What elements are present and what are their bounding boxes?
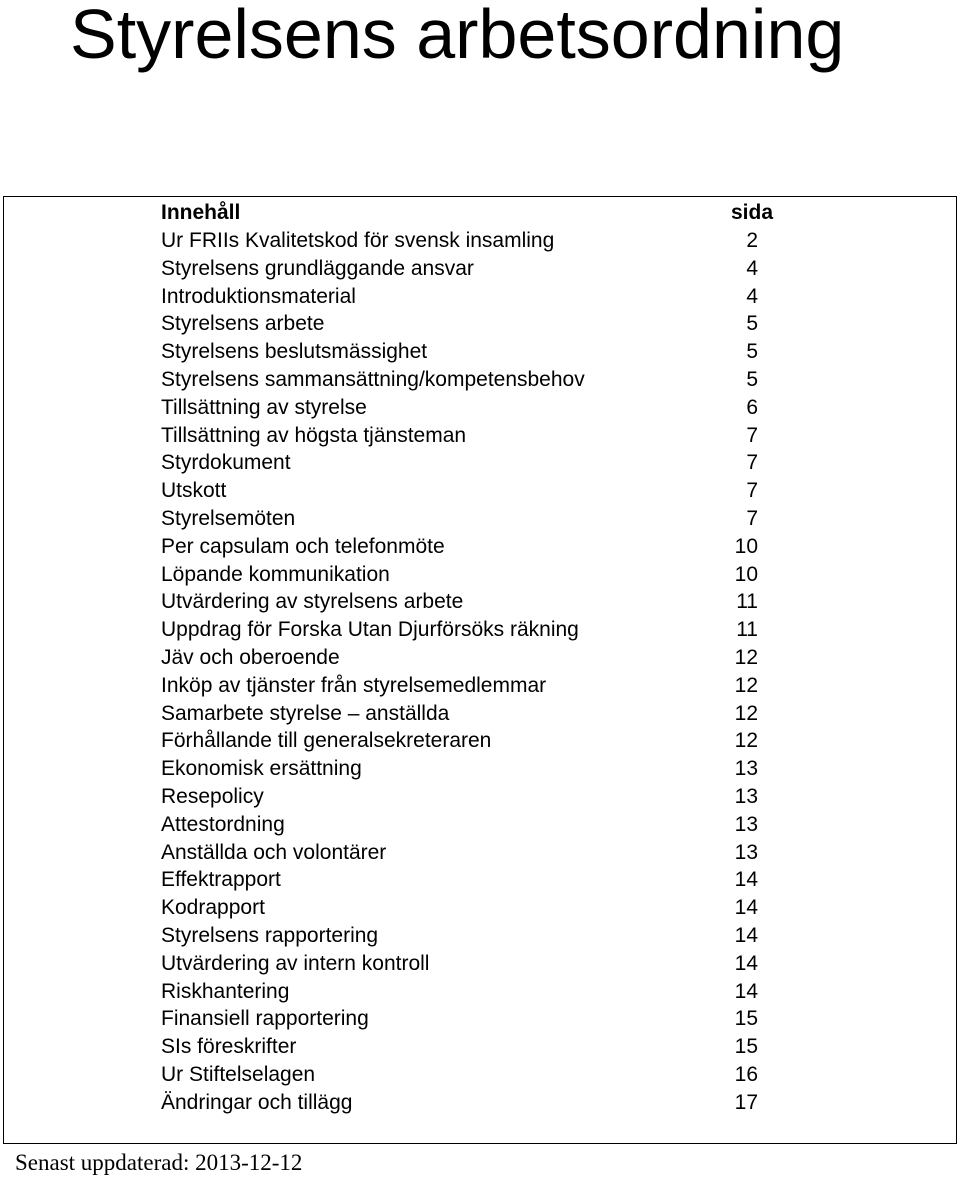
- toc-entry-label: Tillsättning av högsta tjänsteman: [161, 423, 467, 447]
- toc-entry: [161, 366, 801, 394]
- toc-entry-label: SIs föreskrifter: [161, 1035, 297, 1059]
- toc-entry-label: Styrdokument: [161, 451, 291, 475]
- toc-entry: [161, 227, 801, 255]
- table-of-contents: [3, 196, 957, 1144]
- toc-entry-label: Förhållande till generalsekreteraren: [161, 729, 492, 753]
- toc-entry-label: Ur Stiftelselagen: [161, 1063, 316, 1086]
- toc-entry: [161, 755, 801, 783]
- toc-entry-label: Utvärdering av styrelsens arbete: [161, 590, 464, 614]
- toc-entry-page: 13: [734, 757, 758, 781]
- toc-entry-label: Styrelsens beslutsmässighet: [161, 340, 428, 364]
- toc-entry: [161, 672, 801, 700]
- toc-entry-page: 5: [746, 312, 758, 336]
- toc-entry-page: 14: [734, 951, 758, 975]
- toc-entry-page: 12: [734, 673, 758, 697]
- toc-entry-page: 15: [734, 1007, 758, 1031]
- toc-entry-label: Styrelsemöten: [161, 507, 296, 530]
- toc-entry-label: Ekonomisk ersättning: [161, 757, 362, 781]
- toc-entry: [161, 811, 801, 839]
- toc-entry: [161, 866, 801, 894]
- toc-entry-page: 11: [736, 618, 758, 642]
- toc-entry-label: Styrelsens grundläggande ansvar: [161, 256, 474, 280]
- toc-entry-page: 17: [734, 1090, 758, 1114]
- toc-entry: [161, 588, 801, 616]
- toc-entry-label: Löpande kommunikation: [161, 562, 390, 586]
- toc-entry-page: 5: [746, 340, 758, 364]
- toc-entry-page: 7: [746, 423, 758, 447]
- toc-entry-page: 4: [746, 256, 758, 280]
- toc-entry-label: Ur FRIIs Kvalitetskod för svensk insamling: [161, 229, 555, 252]
- toc-entry-page: 14: [734, 868, 758, 892]
- toc-entry: [161, 950, 801, 978]
- toc-heading: Innehåll: [161, 201, 241, 224]
- toc-entry-page: 13: [734, 785, 758, 808]
- toc-entry: [161, 783, 801, 811]
- page-title: Styrelsens arbetsordning: [70, 0, 845, 73]
- toc-entry-page: 11: [736, 590, 758, 614]
- toc-entry: [161, 533, 801, 561]
- toc-entry: [161, 561, 801, 589]
- toc-entry: [161, 978, 801, 1006]
- toc-entry-label: Finansiell rapportering: [161, 1007, 369, 1031]
- toc-entry: [161, 1033, 801, 1061]
- toc-entry-label: Inköp av tjänster från styrelsemedlemmar: [161, 673, 547, 697]
- toc-entry-label: Styrelsens arbete: [161, 312, 325, 336]
- toc-entry-label: Attestordning: [161, 812, 285, 836]
- toc-entry-page: 13: [734, 812, 758, 836]
- toc-entry-label: Resepolicy: [161, 785, 264, 808]
- toc-entry-label: Styrelsens sammansättning/kompetensbehov: [161, 368, 585, 391]
- toc-entry-page: 12: [734, 729, 758, 753]
- toc-entry-label: Ändringar och tillägg: [161, 1090, 353, 1114]
- toc-entry: [161, 338, 801, 366]
- toc-header: [161, 199, 801, 227]
- toc-entry-page: 13: [734, 840, 758, 864]
- toc-entry-label: Uppdrag för Forska Utan Djurförsöks räkning: [161, 618, 579, 642]
- toc-entry-page: 14: [734, 979, 758, 1003]
- toc-entry-page: 14: [734, 896, 758, 920]
- toc-entry-page: 12: [734, 701, 758, 725]
- toc-entry-label: Per capsulam och telefonmöte: [161, 534, 445, 558]
- toc-entry: [161, 283, 801, 311]
- toc-entry-page: 7: [746, 479, 758, 503]
- toc-entry: [161, 644, 801, 672]
- toc-page-heading: sida: [731, 201, 774, 224]
- toc-entry: [161, 255, 801, 283]
- toc-entry: [161, 310, 801, 338]
- toc-entry-page: 10: [734, 562, 758, 586]
- toc-entry-page: 12: [734, 646, 758, 669]
- toc-entry: [161, 894, 801, 922]
- toc-entry-label: Introduktionsmaterial: [161, 284, 356, 308]
- toc-entry-label: Kodrapport: [161, 896, 265, 920]
- toc-entry: [161, 1005, 801, 1033]
- toc-entry: [161, 727, 801, 755]
- toc-entry-page: 16: [734, 1063, 758, 1086]
- toc-entry: [161, 394, 801, 422]
- toc-entry-label: Anställda och volontärer: [161, 840, 387, 864]
- toc-entry: [161, 1061, 801, 1089]
- toc-entry: [161, 477, 801, 505]
- toc-entry-page: 14: [734, 924, 758, 947]
- toc-entry-page: 15: [734, 1035, 758, 1059]
- toc-entry-page: 7: [746, 451, 758, 475]
- toc-entry-label: Jäv och oberoende: [161, 646, 340, 669]
- toc-entry: [161, 839, 801, 867]
- toc-entry-page: 2: [746, 229, 758, 252]
- toc-entry-page: 10: [734, 534, 758, 558]
- toc-entry-page: 4: [746, 284, 758, 308]
- toc-entry-label: Samarbete styrelse – anställda: [161, 701, 450, 725]
- last-updated-note: Senast uppdaterad: 2013-12-12: [15, 1150, 303, 1175]
- toc-entry-label: Effektrapport: [161, 868, 281, 892]
- toc-entry-page: 7: [746, 507, 758, 530]
- toc-entry-page: 6: [746, 395, 758, 419]
- toc-entry: [161, 422, 801, 450]
- toc-entry: [161, 1089, 801, 1117]
- toc-entry: [161, 449, 801, 477]
- toc-entry-label: Riskhantering: [161, 979, 290, 1003]
- toc-entry: [161, 700, 801, 728]
- toc-entry: [161, 922, 801, 950]
- toc-entry-label: Tillsättning av styrelse: [161, 395, 367, 419]
- toc-entry: [161, 616, 801, 644]
- toc-entry: [161, 505, 801, 533]
- toc-entry-label: Utskott: [161, 479, 227, 503]
- toc-entry-label: Utvärdering av intern kontroll: [161, 951, 430, 975]
- toc-entry-page: 5: [746, 368, 758, 391]
- toc-entry-label: Styrelsens rapportering: [161, 924, 379, 947]
